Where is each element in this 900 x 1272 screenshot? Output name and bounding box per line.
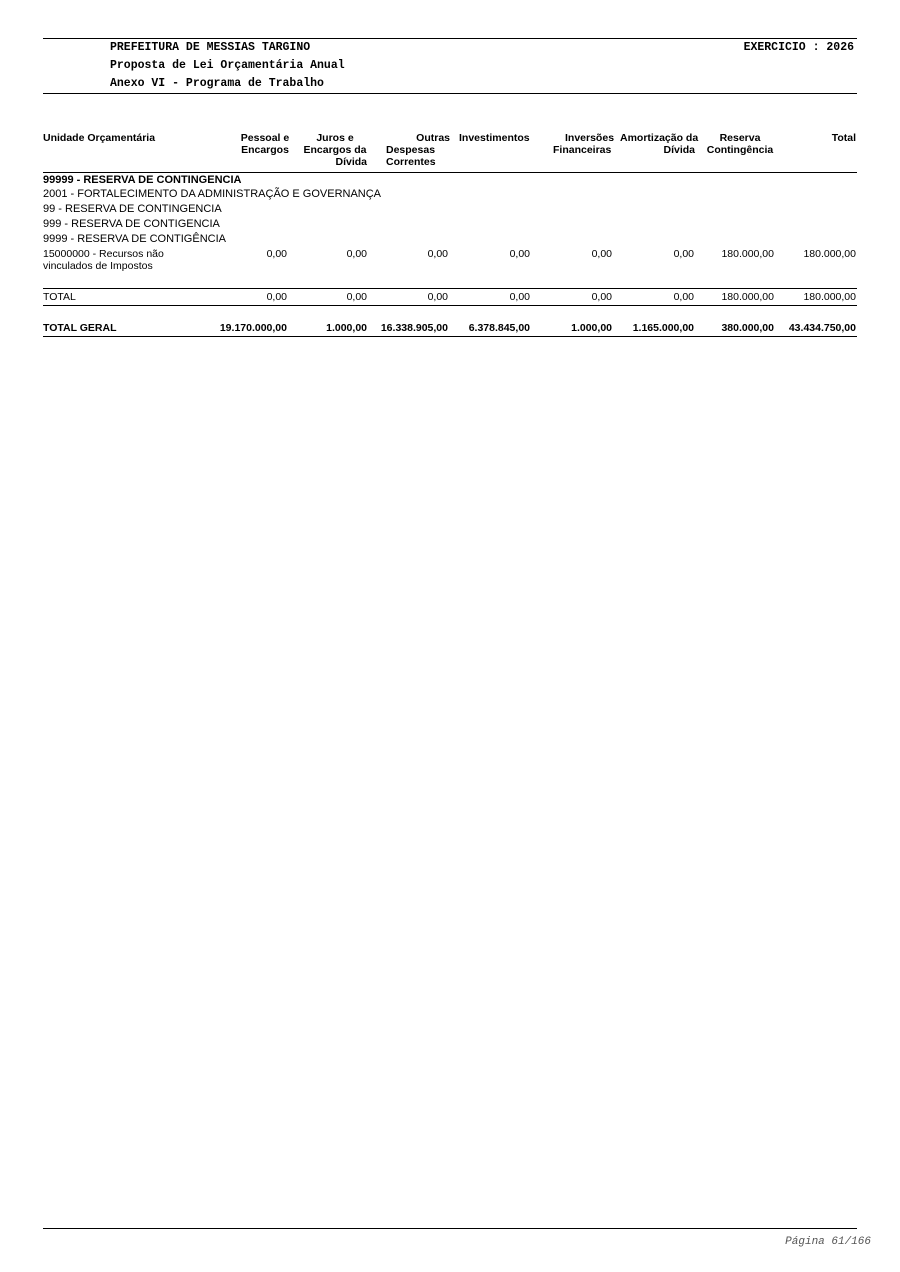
total-top-rule bbox=[43, 288, 857, 289]
grand-total-label: TOTAL GERAL bbox=[43, 322, 117, 334]
total-value-investimentos: 0,00 bbox=[509, 291, 530, 303]
resource-label: 15000000 - Recursos não vinculados de Impostos bbox=[43, 248, 164, 272]
document-subtitle: Proposta de Lei Orçamentária Anual bbox=[110, 59, 345, 72]
hierarchy-line-subfunction: 999 - RESERVA DE CONTIGENCIA bbox=[43, 218, 220, 230]
resource-value-reserva: 180.000,00 bbox=[721, 248, 774, 260]
col-header-total: Total bbox=[831, 132, 856, 144]
page-number: Página 61/166 bbox=[785, 1236, 871, 1248]
col-header-amortizacao: Amortização da Dívida bbox=[620, 132, 699, 156]
total-value-total: 180.000,00 bbox=[803, 291, 856, 303]
col-header-reserva: Reserva Contingência bbox=[706, 132, 774, 156]
col-header-unit: Unidade Orçamentária bbox=[43, 132, 156, 144]
resource-value-pessoal: 0,00 bbox=[266, 248, 287, 260]
col-header-juros: Juros e Encargos da Dívida bbox=[303, 132, 367, 168]
grand-total-value-pessoal: 19.170.000,00 bbox=[219, 322, 287, 334]
total-value-pessoal: 0,00 bbox=[266, 291, 287, 303]
total-value-juros: 0,00 bbox=[346, 291, 367, 303]
col-header-inversoes: Inversões Financeiras bbox=[553, 132, 615, 156]
grand-total-value-inversoes: 1.000,00 bbox=[571, 322, 612, 334]
footer-rule bbox=[43, 1228, 857, 1229]
annex-title: Anexo VI - Programa de Trabalho bbox=[110, 77, 324, 90]
column-header-rule bbox=[43, 172, 857, 173]
grand-total-value-juros: 1.000,00 bbox=[326, 322, 367, 334]
hierarchy-line-function: 99 - RESERVA DE CONTINGENCIA bbox=[43, 203, 222, 215]
total-value-reserva: 180.000,00 bbox=[721, 291, 774, 303]
resource-value-juros: 0,00 bbox=[346, 248, 367, 260]
header-top-rule bbox=[43, 38, 857, 39]
resource-value-outras: 0,00 bbox=[427, 248, 448, 260]
resource-value-inversoes: 0,00 bbox=[591, 248, 612, 260]
grand-total-value-amortizacao: 1.165.000,00 bbox=[632, 322, 694, 334]
resource-value-investimentos: 0,00 bbox=[509, 248, 530, 260]
group-title: 99999 - RESERVA DE CONTINGENCIA bbox=[43, 174, 242, 186]
grand-total-rule bbox=[43, 336, 857, 337]
grand-total-value-outras: 16.338.905,00 bbox=[380, 322, 448, 334]
col-header-outras: Outras Despesas Correntes bbox=[386, 132, 450, 168]
exercise-label: EXERCICIO : 2026 bbox=[743, 41, 854, 54]
total-value-outras: 0,00 bbox=[427, 291, 448, 303]
resource-value-total: 180.000,00 bbox=[803, 248, 856, 260]
org-name: PREFEITURA DE MESSIAS TARGINO bbox=[110, 41, 311, 54]
resource-value-amortizacao: 0,00 bbox=[673, 248, 694, 260]
header-bottom-rule bbox=[43, 93, 857, 94]
col-header-pessoal: Pessoal e Encargos bbox=[240, 132, 290, 156]
total-bottom-rule bbox=[43, 305, 857, 306]
grand-total-value-total: 43.434.750,00 bbox=[788, 322, 856, 334]
grand-total-value-reserva: 380.000,00 bbox=[721, 322, 774, 334]
col-header-investimentos: Investimentos bbox=[459, 132, 530, 144]
total-value-amortizacao: 0,00 bbox=[673, 291, 694, 303]
hierarchy-line-program: 2001 - FORTALECIMENTO DA ADMINISTRAÇÃO E GOVERNANÇA bbox=[43, 188, 382, 200]
total-value-inversoes: 0,00 bbox=[591, 291, 612, 303]
total-label: TOTAL bbox=[43, 291, 76, 303]
hierarchy-line-action: 9999 - RESERVA DE CONTIGÊNCIA bbox=[43, 233, 226, 245]
grand-total-value-investimentos: 6.378.845,00 bbox=[468, 322, 530, 334]
